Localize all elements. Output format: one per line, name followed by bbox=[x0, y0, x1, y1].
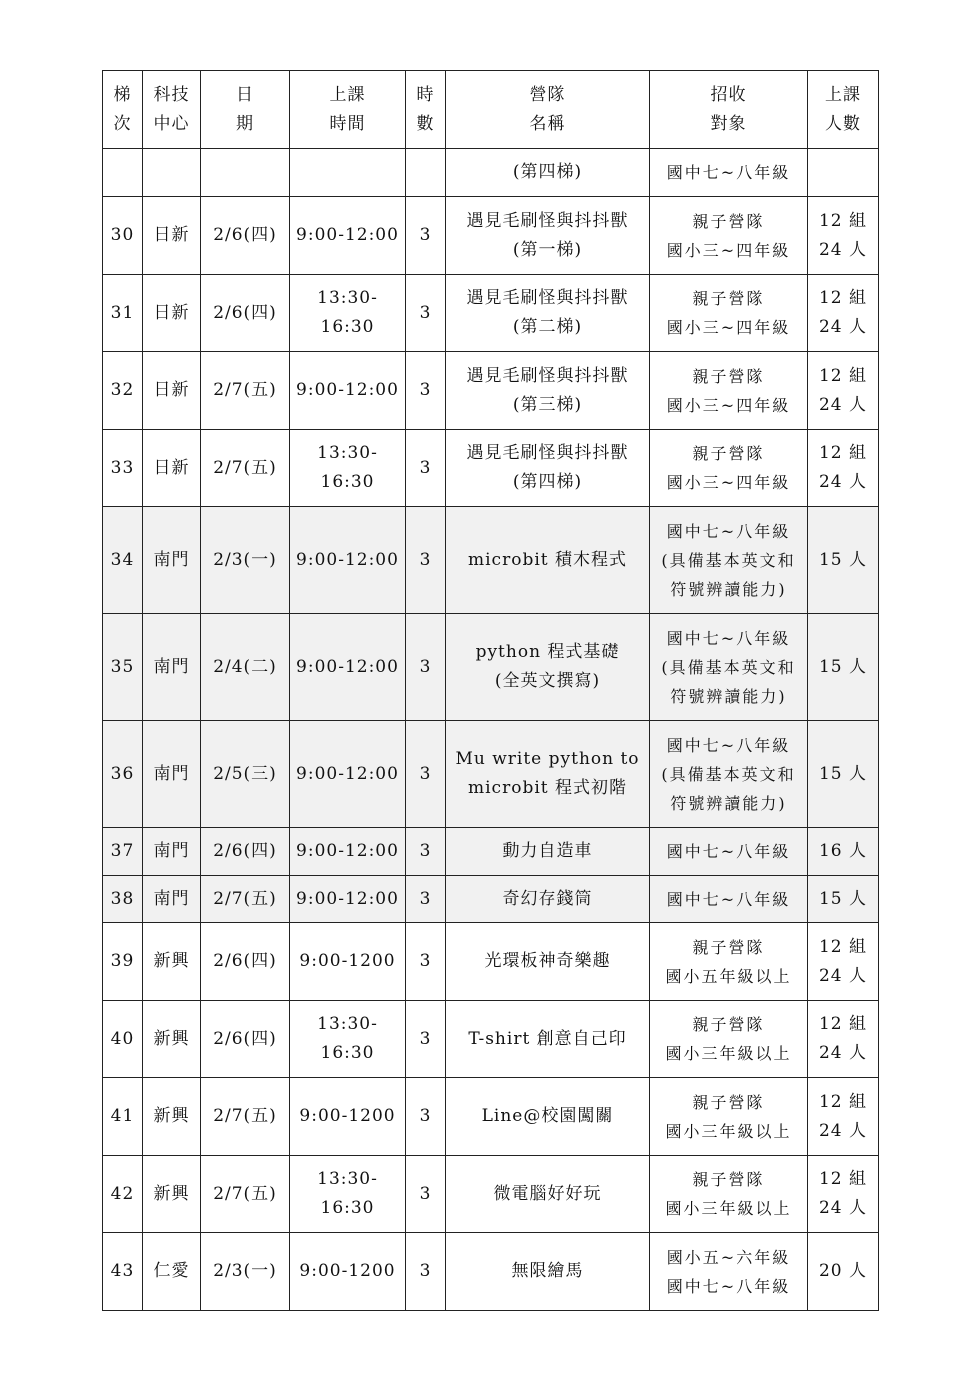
cell-camp-name-line: (第三梯) bbox=[512, 394, 583, 415]
cell-camp-name-line: 無限繪馬 bbox=[511, 1261, 584, 1281]
cell-target-line: 親子營隊 bbox=[692, 211, 765, 231]
cell-batch-no: 40 bbox=[103, 1001, 143, 1078]
cell-center: 南門 bbox=[143, 614, 201, 721]
table-row bbox=[103, 1156, 879, 1233]
cell-center: 新興 bbox=[143, 1001, 201, 1078]
cell-count bbox=[808, 352, 879, 430]
cell-count-line: 24 人 bbox=[818, 317, 868, 337]
cell-count-line: 24 人 bbox=[818, 394, 868, 415]
cell-target-line: 符號辨讀能力) bbox=[670, 686, 787, 706]
cell-count bbox=[808, 197, 879, 275]
table-row bbox=[103, 507, 879, 614]
cell-batch-no: 36 bbox=[103, 721, 143, 828]
cell-batch-no: 39 bbox=[103, 923, 143, 1001]
header-target: 招收 對象 bbox=[650, 71, 808, 149]
cell-count bbox=[808, 1078, 879, 1156]
cell-count-line: 12 組 bbox=[818, 365, 868, 386]
cell-target-line: 國小三~四年級 bbox=[666, 473, 791, 492]
cell-target-line: 親子營隊 bbox=[692, 1092, 765, 1112]
cell-target-line: 國中七~八年級 bbox=[666, 521, 791, 541]
cell-hours: 3 bbox=[406, 876, 446, 923]
cell-hours: 3 bbox=[406, 352, 446, 430]
cell-camp-name bbox=[446, 876, 650, 923]
cell-camp-name-line: microbit 積木程式 bbox=[468, 549, 627, 570]
table-row bbox=[103, 197, 879, 275]
cell-date: 2/6(四) bbox=[201, 828, 290, 876]
cell-camp-name-line: 遇見毛刷怪與抖抖獸 bbox=[466, 365, 629, 386]
cell-time: 13:30-16:30 bbox=[290, 1001, 406, 1078]
cell-center: 新興 bbox=[143, 1156, 201, 1233]
cell-count-line: 24 人 bbox=[818, 1043, 868, 1063]
cell-camp-name-line: 遇見毛刷怪與抖抖獸 bbox=[466, 288, 629, 308]
table-row bbox=[103, 149, 879, 197]
cell-target-line: 國中七~八年級 bbox=[666, 628, 791, 648]
cell-camp-name bbox=[446, 275, 650, 352]
cell-count bbox=[808, 923, 879, 1001]
cell-count bbox=[808, 275, 879, 352]
cell-date: 2/7(五) bbox=[201, 876, 290, 923]
cell-camp-name-line: (第四梯) bbox=[512, 472, 583, 492]
cell-camp-name-line: Line@校園闖關 bbox=[481, 1106, 614, 1126]
header-date: 日 期 bbox=[201, 71, 290, 149]
cell-camp-name bbox=[446, 430, 650, 507]
cell-target-line: 親子營隊 bbox=[692, 937, 765, 957]
cell-hours: 3 bbox=[406, 923, 446, 1001]
cell-count-line: 12 組 bbox=[818, 1014, 868, 1034]
cell-hours: 3 bbox=[406, 1156, 446, 1233]
cell-count bbox=[808, 430, 879, 507]
cell-target bbox=[650, 1001, 808, 1078]
cell-target-line: 親子營隊 bbox=[692, 366, 765, 386]
table-row bbox=[103, 352, 879, 430]
cell-target-line: 符號辨讀能力) bbox=[670, 793, 787, 813]
cell-target bbox=[650, 352, 808, 430]
cell-batch-no: 38 bbox=[103, 876, 143, 923]
cell-target bbox=[650, 507, 808, 614]
cell-camp-name bbox=[446, 828, 650, 876]
cell-camp-name bbox=[446, 1156, 650, 1233]
cell-camp-name-line: 遇見毛刷怪與抖抖獸 bbox=[466, 210, 629, 231]
cell-target bbox=[650, 275, 808, 352]
cell-target-line: (具備基本英文和 bbox=[661, 764, 796, 784]
cell-camp-name-line: 遇見毛刷怪與抖抖獸 bbox=[466, 443, 629, 463]
cell-target bbox=[650, 197, 808, 275]
cell-hours bbox=[406, 149, 446, 197]
cell-target-line: (具備基本英文和 bbox=[661, 550, 796, 570]
cell-time: 9:00-1200 bbox=[290, 923, 406, 1001]
cell-count-line: 24 人 bbox=[818, 965, 868, 986]
table-row bbox=[103, 430, 879, 507]
cell-camp-name bbox=[446, 923, 650, 1001]
cell-target-line: 親子營隊 bbox=[692, 289, 765, 308]
cell-target-line: 符號辨讀能力) bbox=[670, 579, 787, 599]
table-row bbox=[103, 1001, 879, 1078]
schedule-table bbox=[102, 70, 879, 1311]
cell-count-line: 15 人 bbox=[818, 888, 868, 909]
cell-hours: 3 bbox=[406, 430, 446, 507]
cell-time bbox=[290, 149, 406, 197]
cell-target-line: 親子營隊 bbox=[692, 1170, 765, 1189]
cell-target bbox=[650, 876, 808, 923]
cell-camp-name-line: microbit 程式初階 bbox=[468, 778, 627, 798]
cell-count-line: 24 人 bbox=[818, 239, 868, 260]
cell-date: 2/6(四) bbox=[201, 275, 290, 352]
cell-target-line: 國中七~八年級 bbox=[666, 889, 791, 909]
cell-time: 9:00-12:00 bbox=[290, 614, 406, 721]
cell-count bbox=[808, 828, 879, 876]
cell-batch-no: 43 bbox=[103, 1233, 143, 1311]
cell-count-line: 12 組 bbox=[818, 210, 868, 231]
table-row bbox=[103, 275, 879, 352]
cell-batch-no: 33 bbox=[103, 430, 143, 507]
cell-batch-no: 42 bbox=[103, 1156, 143, 1233]
cell-batch-no: 41 bbox=[103, 1078, 143, 1156]
cell-camp-name-line: T-shirt 創意自己印 bbox=[468, 1028, 627, 1049]
cell-target bbox=[650, 923, 808, 1001]
header-center: 科技 中心 bbox=[143, 71, 201, 149]
cell-target-line: 國小三~四年級 bbox=[666, 395, 791, 415]
cell-target-line: 國小三~四年級 bbox=[666, 318, 791, 337]
cell-date: 2/5(三) bbox=[201, 721, 290, 828]
cell-camp-name bbox=[446, 507, 650, 614]
cell-camp-name bbox=[446, 614, 650, 721]
cell-target-line: 親子營隊 bbox=[692, 1015, 765, 1034]
cell-date: 2/4(二) bbox=[201, 614, 290, 721]
header-time: 上課 時間 bbox=[290, 71, 406, 149]
cell-target bbox=[650, 614, 808, 721]
cell-camp-name bbox=[446, 1078, 650, 1156]
cell-camp-name-line: python 程式基礎 bbox=[475, 642, 620, 662]
cell-center: 南門 bbox=[143, 507, 201, 614]
cell-target-line: 國小三年級以上 bbox=[665, 1199, 792, 1218]
cell-center bbox=[143, 149, 201, 197]
cell-time: 9:00-12:00 bbox=[290, 721, 406, 828]
cell-time: 13:30-16:30 bbox=[290, 275, 406, 352]
cell-time: 9:00-12:00 bbox=[290, 352, 406, 430]
cell-center: 新興 bbox=[143, 1078, 201, 1156]
cell-hours: 3 bbox=[406, 1078, 446, 1156]
header-hours: 時 數 bbox=[406, 71, 446, 149]
cell-camp-name bbox=[446, 1001, 650, 1078]
cell-camp-name bbox=[446, 352, 650, 430]
cell-count-line: 15 人 bbox=[818, 549, 868, 570]
cell-target-line: 國中七~八年級 bbox=[666, 735, 791, 755]
table-row bbox=[103, 1078, 879, 1156]
cell-center: 南門 bbox=[143, 721, 201, 828]
cell-count-line: 15 人 bbox=[818, 763, 868, 784]
cell-camp-name bbox=[446, 197, 650, 275]
cell-time: 9:00-12:00 bbox=[290, 828, 406, 876]
table-body bbox=[103, 149, 879, 1311]
cell-date: 2/3(一) bbox=[201, 1233, 290, 1311]
cell-count-line: 12 組 bbox=[818, 443, 868, 463]
table-row bbox=[103, 614, 879, 721]
cell-time: 9:00-1200 bbox=[290, 1233, 406, 1311]
cell-date: 2/7(五) bbox=[201, 1156, 290, 1233]
cell-time: 13:30-16:30 bbox=[290, 430, 406, 507]
cell-target-line: 國小三年級以上 bbox=[665, 1044, 792, 1063]
table-row bbox=[103, 923, 879, 1001]
cell-date: 2/6(四) bbox=[201, 923, 290, 1001]
cell-count bbox=[808, 1156, 879, 1233]
cell-center: 日新 bbox=[143, 275, 201, 352]
cell-count-line: 12 組 bbox=[818, 936, 868, 957]
cell-center: 南門 bbox=[143, 828, 201, 876]
cell-date: 2/3(一) bbox=[201, 507, 290, 614]
cell-camp-name-line: (第一梯) bbox=[512, 239, 583, 260]
cell-date: 2/6(四) bbox=[201, 1001, 290, 1078]
cell-count bbox=[808, 149, 879, 197]
table-row bbox=[103, 1233, 879, 1311]
cell-count bbox=[808, 507, 879, 614]
cell-batch-no: 31 bbox=[103, 275, 143, 352]
cell-camp-name bbox=[446, 149, 650, 197]
cell-batch-no: 35 bbox=[103, 614, 143, 721]
cell-count bbox=[808, 876, 879, 923]
cell-hours: 3 bbox=[406, 721, 446, 828]
cell-time: 9:00-12:00 bbox=[290, 507, 406, 614]
cell-count-line: 24 人 bbox=[818, 1120, 868, 1141]
cell-camp-name-line: 微電腦好好玩 bbox=[493, 1183, 602, 1204]
cell-count-line: 12 組 bbox=[818, 288, 868, 308]
cell-count-line: 12 組 bbox=[818, 1091, 868, 1112]
cell-batch-no bbox=[103, 149, 143, 197]
table-row bbox=[103, 828, 879, 876]
cell-camp-name-line: (第二梯) bbox=[512, 317, 583, 337]
cell-target bbox=[650, 828, 808, 876]
cell-time: 9:00-12:00 bbox=[290, 197, 406, 275]
cell-batch-no: 37 bbox=[103, 828, 143, 876]
cell-count-line: 24 人 bbox=[818, 472, 868, 492]
cell-hours: 3 bbox=[406, 197, 446, 275]
cell-target-line: 國中七~八年級 bbox=[666, 842, 791, 861]
cell-hours: 3 bbox=[406, 507, 446, 614]
cell-target bbox=[650, 721, 808, 828]
cell-time: 9:00-12:00 bbox=[290, 876, 406, 923]
cell-hours: 3 bbox=[406, 828, 446, 876]
cell-count bbox=[808, 614, 879, 721]
cell-target-line: 國小五年級以上 bbox=[665, 966, 792, 986]
cell-batch-no: 32 bbox=[103, 352, 143, 430]
cell-batch-no: 34 bbox=[103, 507, 143, 614]
cell-target-line: 國小三年級以上 bbox=[665, 1121, 792, 1141]
cell-count-line: 15 人 bbox=[818, 656, 868, 677]
cell-target-line: 親子營隊 bbox=[692, 444, 765, 463]
cell-time: 13:30-16:30 bbox=[290, 1156, 406, 1233]
cell-count bbox=[808, 1233, 879, 1311]
cell-center: 仁愛 bbox=[143, 1233, 201, 1311]
cell-target bbox=[650, 1078, 808, 1156]
cell-date: 2/7(五) bbox=[201, 352, 290, 430]
cell-camp-name-line: Mu write python to bbox=[455, 749, 640, 769]
header-count: 上課 人數 bbox=[808, 71, 879, 149]
cell-date: 2/7(五) bbox=[201, 430, 290, 507]
cell-target-line: (具備基本英文和 bbox=[661, 657, 796, 677]
cell-center: 日新 bbox=[143, 430, 201, 507]
cell-center: 日新 bbox=[143, 197, 201, 275]
cell-center: 新興 bbox=[143, 923, 201, 1001]
cell-center: 南門 bbox=[143, 876, 201, 923]
cell-camp-name bbox=[446, 1233, 650, 1311]
header-batch-no: 梯 次 bbox=[103, 71, 143, 149]
cell-target-line: 國小三~四年級 bbox=[666, 240, 791, 260]
cell-count bbox=[808, 1001, 879, 1078]
cell-camp-name-line: 奇幻存錢筒 bbox=[502, 888, 593, 909]
cell-date bbox=[201, 149, 290, 197]
cell-date: 2/7(五) bbox=[201, 1078, 290, 1156]
cell-time: 9:00-1200 bbox=[290, 1078, 406, 1156]
table-row bbox=[103, 721, 879, 828]
cell-target bbox=[650, 430, 808, 507]
cell-target bbox=[650, 1233, 808, 1311]
cell-hours: 3 bbox=[406, 614, 446, 721]
cell-count-line: 12 組 bbox=[818, 1169, 868, 1189]
header-camp-name: 營隊 名稱 bbox=[446, 71, 650, 149]
cell-count bbox=[808, 721, 879, 828]
table-row bbox=[103, 876, 879, 923]
cell-target-line: 國中七~八年級 bbox=[666, 1276, 791, 1296]
cell-camp-name-line: 動力自造車 bbox=[502, 841, 593, 861]
header-row bbox=[103, 71, 879, 149]
cell-hours: 3 bbox=[406, 1233, 446, 1311]
cell-count-line: 24 人 bbox=[818, 1198, 868, 1218]
cell-count-line: 16 人 bbox=[818, 841, 868, 861]
cell-camp-name-line: (全英文撰寫) bbox=[494, 671, 601, 691]
cell-batch-no: 30 bbox=[103, 197, 143, 275]
cell-date: 2/6(四) bbox=[201, 197, 290, 275]
cell-count-line: 20 人 bbox=[818, 1261, 868, 1281]
cell-target bbox=[650, 149, 808, 197]
cell-target-line: 國小五~六年級 bbox=[666, 1247, 791, 1267]
cell-hours: 3 bbox=[406, 1001, 446, 1078]
cell-camp-name-line: 光環板神奇樂趣 bbox=[484, 951, 611, 971]
cell-target-line: 國中七~八年級 bbox=[666, 163, 791, 182]
cell-camp-name-line: (第四梯) bbox=[512, 162, 583, 182]
cell-center: 日新 bbox=[143, 352, 201, 430]
cell-camp-name bbox=[446, 721, 650, 828]
cell-target bbox=[650, 1156, 808, 1233]
cell-hours: 3 bbox=[406, 275, 446, 352]
